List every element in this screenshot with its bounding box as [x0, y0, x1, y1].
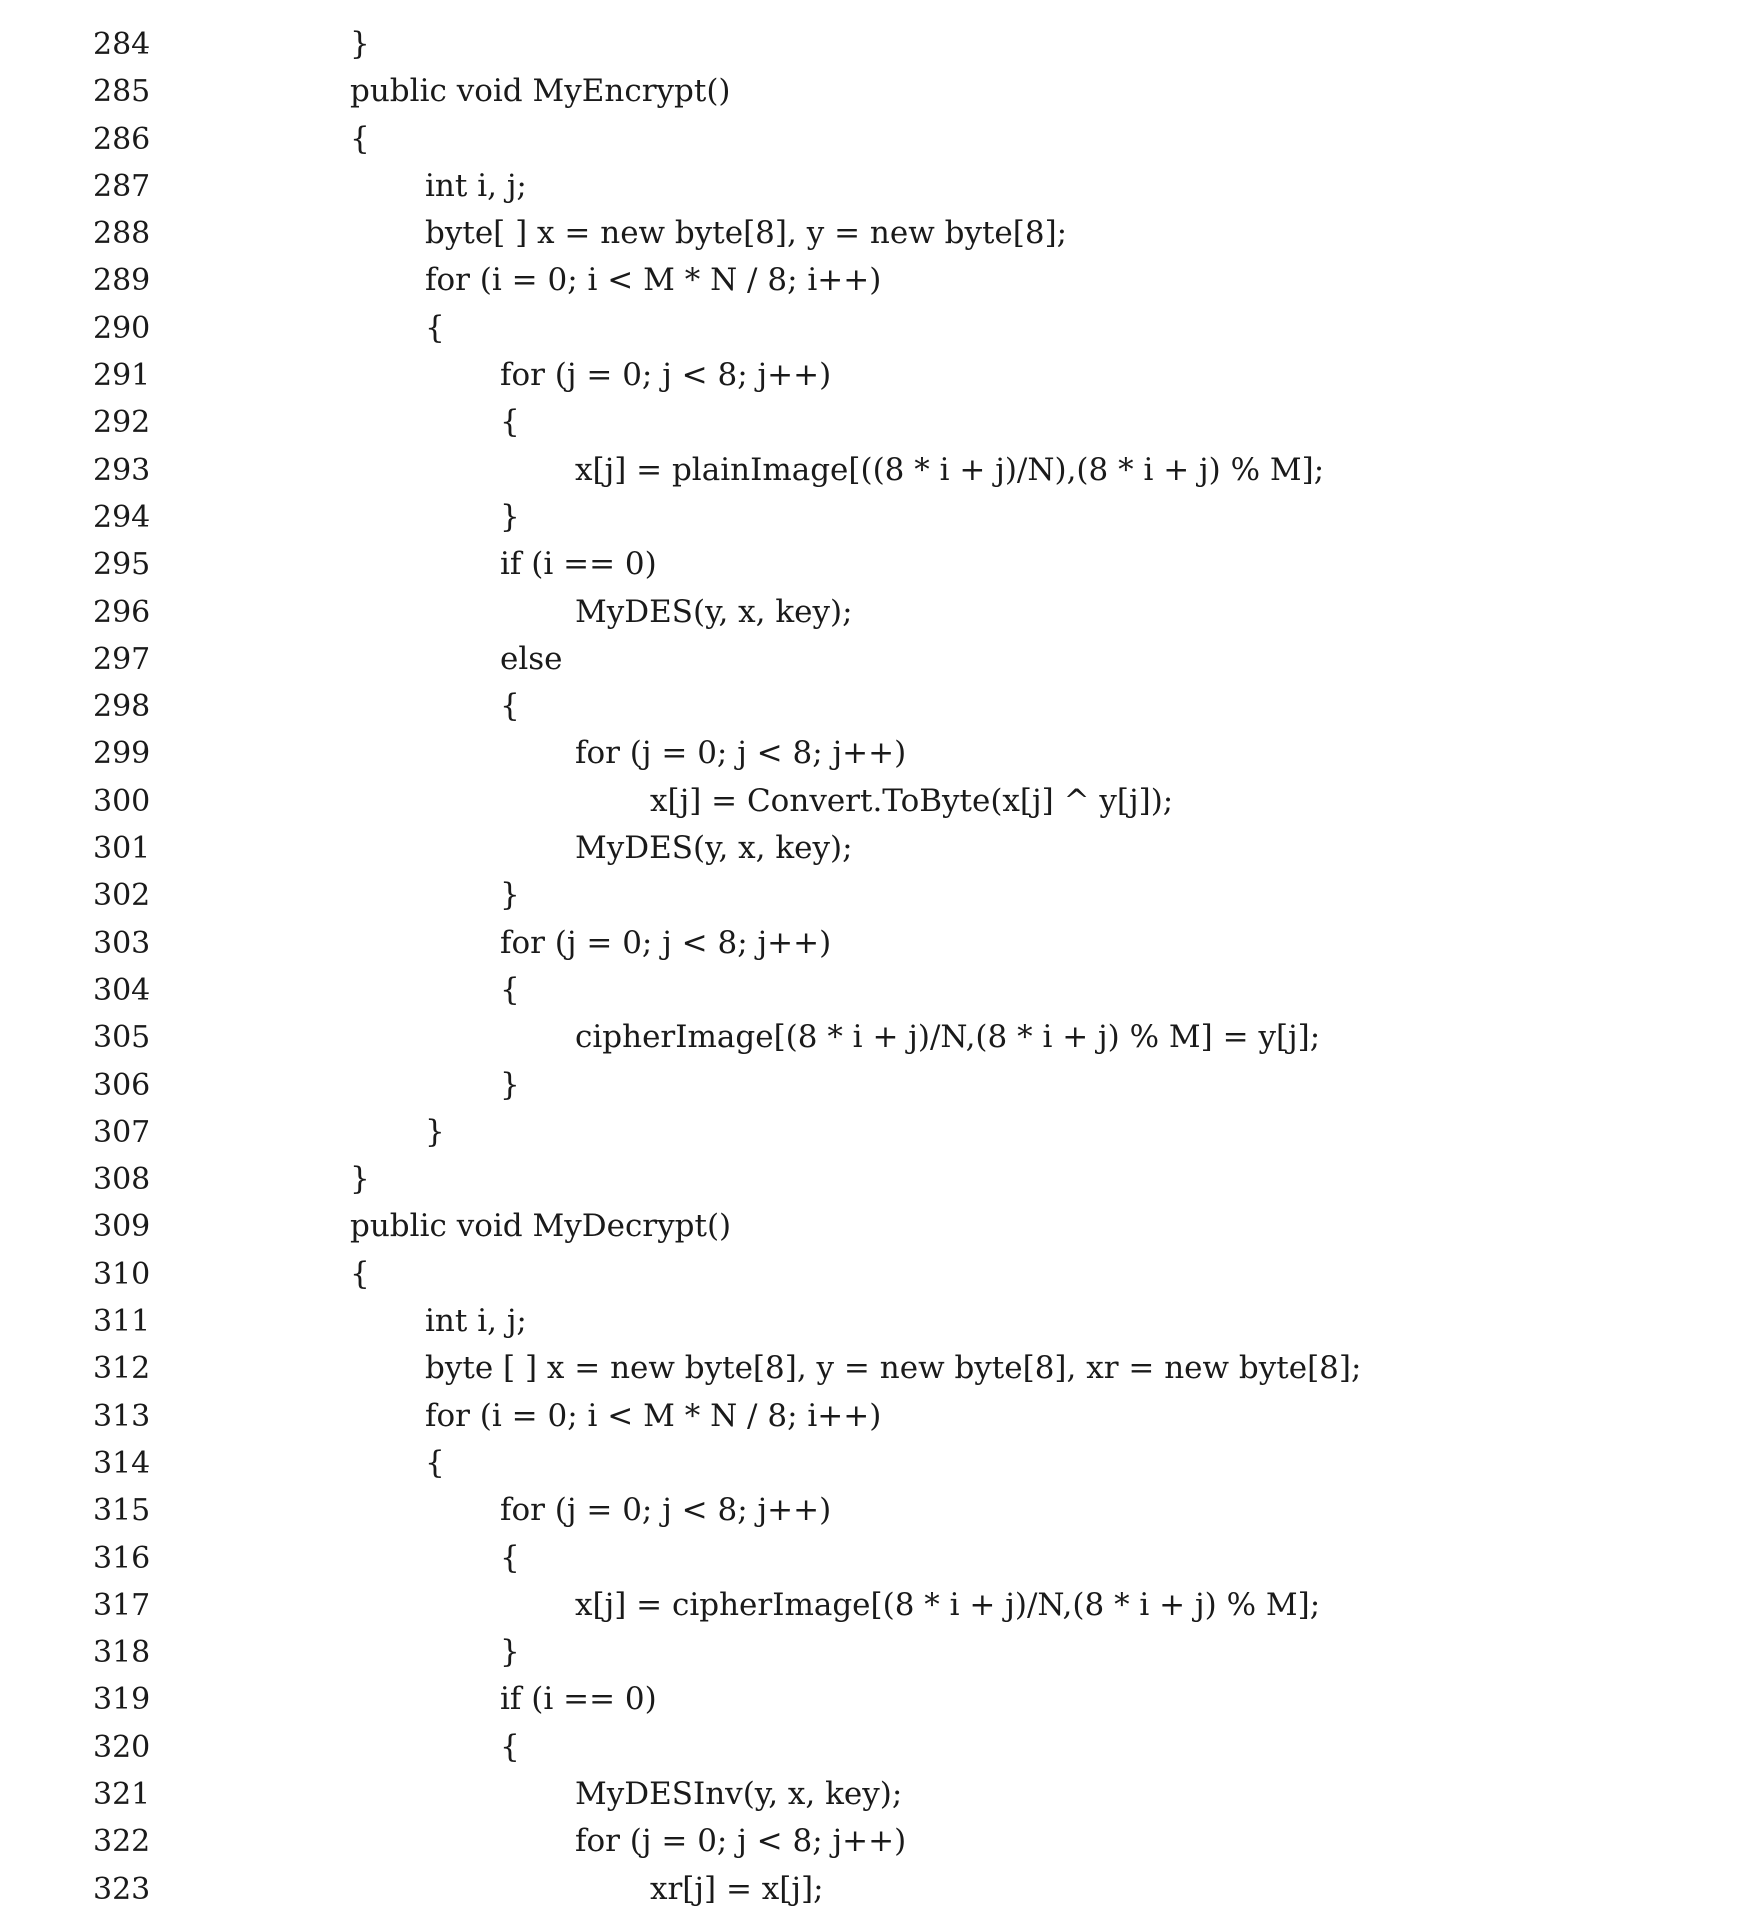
line-code: MyDESInv(y, x, key);	[575, 1775, 903, 1812]
line-code: for (i = 0; i < M * N / 8; i++)	[425, 1397, 882, 1434]
code-line	[0, 778, 1739, 825]
line-number: 309	[93, 1209, 151, 1245]
line-number: 291	[93, 358, 151, 394]
line-code: MyDES(y, x, key);	[575, 593, 853, 630]
line-number: 304	[93, 972, 151, 1008]
code-line	[0, 967, 1739, 1014]
line-number: 302	[93, 878, 151, 914]
line-number: 286	[93, 121, 151, 157]
line-number: 306	[93, 1067, 151, 1103]
code-line	[0, 920, 1739, 967]
line-number: 299	[93, 736, 151, 772]
code-line	[0, 872, 1739, 919]
code-line	[0, 1440, 1739, 1487]
code-line	[0, 352, 1739, 399]
code-line	[0, 1062, 1739, 1109]
line-code: }	[500, 1634, 520, 1671]
line-code: for (j = 0; j < 8; j++)	[500, 1492, 832, 1529]
code-line	[0, 257, 1739, 304]
line-number: 313	[93, 1398, 151, 1434]
line-code: {	[500, 1539, 520, 1576]
code-line	[0, 1203, 1739, 1250]
line-number: 322	[93, 1824, 151, 1860]
line-number: 295	[93, 547, 151, 583]
code-line	[0, 1771, 1739, 1818]
line-code: int i, j;	[425, 167, 527, 204]
line-code: for (j = 0; j < 8; j++)	[500, 357, 832, 394]
code-line	[0, 1724, 1739, 1771]
line-code: {	[500, 971, 520, 1008]
line-number: 315	[93, 1493, 151, 1529]
line-code: {	[425, 1444, 445, 1481]
code-line	[0, 1866, 1739, 1913]
line-code: if (i == 0)	[500, 546, 657, 583]
code-line	[0, 1109, 1739, 1156]
line-number: 303	[93, 925, 151, 961]
line-code: }	[425, 1113, 445, 1150]
line-number: 288	[93, 216, 151, 252]
code-line	[0, 1298, 1739, 1345]
line-code: byte[ ] x = new byte[8], y = new byte[8];	[425, 215, 1068, 252]
line-code: {	[500, 688, 520, 725]
code-line	[0, 210, 1739, 257]
line-number: 311	[93, 1304, 151, 1340]
line-number: 294	[93, 499, 151, 535]
line-number: 293	[93, 452, 151, 488]
line-code: {	[500, 404, 520, 441]
code-line	[0, 447, 1739, 494]
line-number: 312	[93, 1351, 151, 1387]
line-code: public void MyEncrypt()	[350, 73, 731, 110]
code-line	[0, 1014, 1739, 1061]
code-line	[0, 494, 1739, 541]
line-number: 316	[93, 1540, 151, 1576]
line-code: x[j] = cipherImage[(8 * i + j)/N,(8 * i + j) % M];	[575, 1586, 1321, 1623]
line-code: {	[425, 309, 445, 346]
line-number: 290	[93, 310, 151, 346]
line-code: }	[500, 1066, 520, 1103]
line-code: for (j = 0; j < 8; j++)	[500, 924, 832, 961]
line-number: 307	[93, 1114, 151, 1150]
line-code: xr[j] = x[j];	[650, 1870, 824, 1907]
line-code: {	[350, 1255, 370, 1292]
line-number: 319	[93, 1682, 151, 1718]
line-number: 318	[93, 1635, 151, 1671]
code-line	[0, 1345, 1739, 1392]
line-number: 300	[93, 783, 151, 819]
code-line	[0, 683, 1739, 730]
line-number: 317	[93, 1587, 151, 1623]
line-number: 323	[93, 1871, 151, 1907]
line-number: 292	[93, 405, 151, 441]
line-number: 308	[93, 1162, 151, 1198]
line-number: 298	[93, 689, 151, 725]
code-line	[0, 21, 1739, 68]
code-line	[0, 825, 1739, 872]
line-code: }	[350, 1161, 370, 1198]
line-code: {	[350, 120, 370, 157]
line-code: else	[500, 640, 563, 677]
code-line	[0, 68, 1739, 115]
code-line	[0, 116, 1739, 163]
line-code: cipherImage[(8 * i + j)/N,(8 * i + j) % M] = y[j];	[575, 1019, 1321, 1056]
code-line	[0, 1251, 1739, 1298]
line-number: 297	[93, 641, 151, 677]
line-code: {	[500, 1728, 520, 1765]
code-line	[0, 1487, 1739, 1534]
line-number: 305	[93, 1020, 151, 1056]
line-code: x[j] = plainImage[((8 * i + j)/N),(8 * i + j) % M];	[575, 451, 1325, 488]
code-line	[0, 636, 1739, 683]
code-line	[0, 1393, 1739, 1440]
line-number: 301	[93, 831, 151, 867]
line-code: }	[500, 877, 520, 914]
line-number: 321	[93, 1776, 151, 1812]
line-number: 284	[93, 27, 151, 62]
line-number: 310	[93, 1256, 151, 1292]
code-line	[0, 541, 1739, 588]
line-code: byte [ ] x = new byte[8], y = new byte[8], xr = new byte[8];	[425, 1350, 1362, 1387]
code-line	[0, 305, 1739, 352]
code-line	[0, 1582, 1739, 1629]
line-number: 296	[93, 594, 151, 630]
line-number: 289	[93, 263, 151, 299]
line-number: 314	[93, 1445, 151, 1481]
code-line	[0, 1676, 1739, 1723]
code-line	[0, 589, 1739, 636]
code-line	[0, 1535, 1739, 1582]
line-number: 287	[93, 168, 151, 204]
code-line	[0, 1629, 1739, 1676]
line-code: MyDES(y, x, key);	[575, 830, 853, 867]
line-code: }	[350, 26, 370, 62]
code-line	[0, 399, 1739, 446]
line-code: public void MyDecrypt()	[350, 1208, 732, 1245]
line-number: 285	[93, 74, 151, 110]
line-code: x[j] = Convert.ToByte(x[j] ^ y[j]);	[650, 782, 1174, 819]
line-number: 320	[93, 1729, 151, 1765]
line-code: for (j = 0; j < 8; j++)	[575, 1823, 907, 1860]
code-line	[0, 730, 1739, 777]
line-code: for (j = 0; j < 8; j++)	[575, 735, 907, 772]
code-line	[0, 1156, 1739, 1203]
code-listing	[0, 21, 1739, 1913]
line-code: }	[500, 498, 520, 535]
line-code: if (i == 0)	[500, 1681, 657, 1718]
code-line	[0, 163, 1739, 210]
line-code: int i, j;	[425, 1303, 527, 1340]
line-code: for (i = 0; i < M * N / 8; i++)	[425, 262, 882, 299]
code-line	[0, 1818, 1739, 1865]
